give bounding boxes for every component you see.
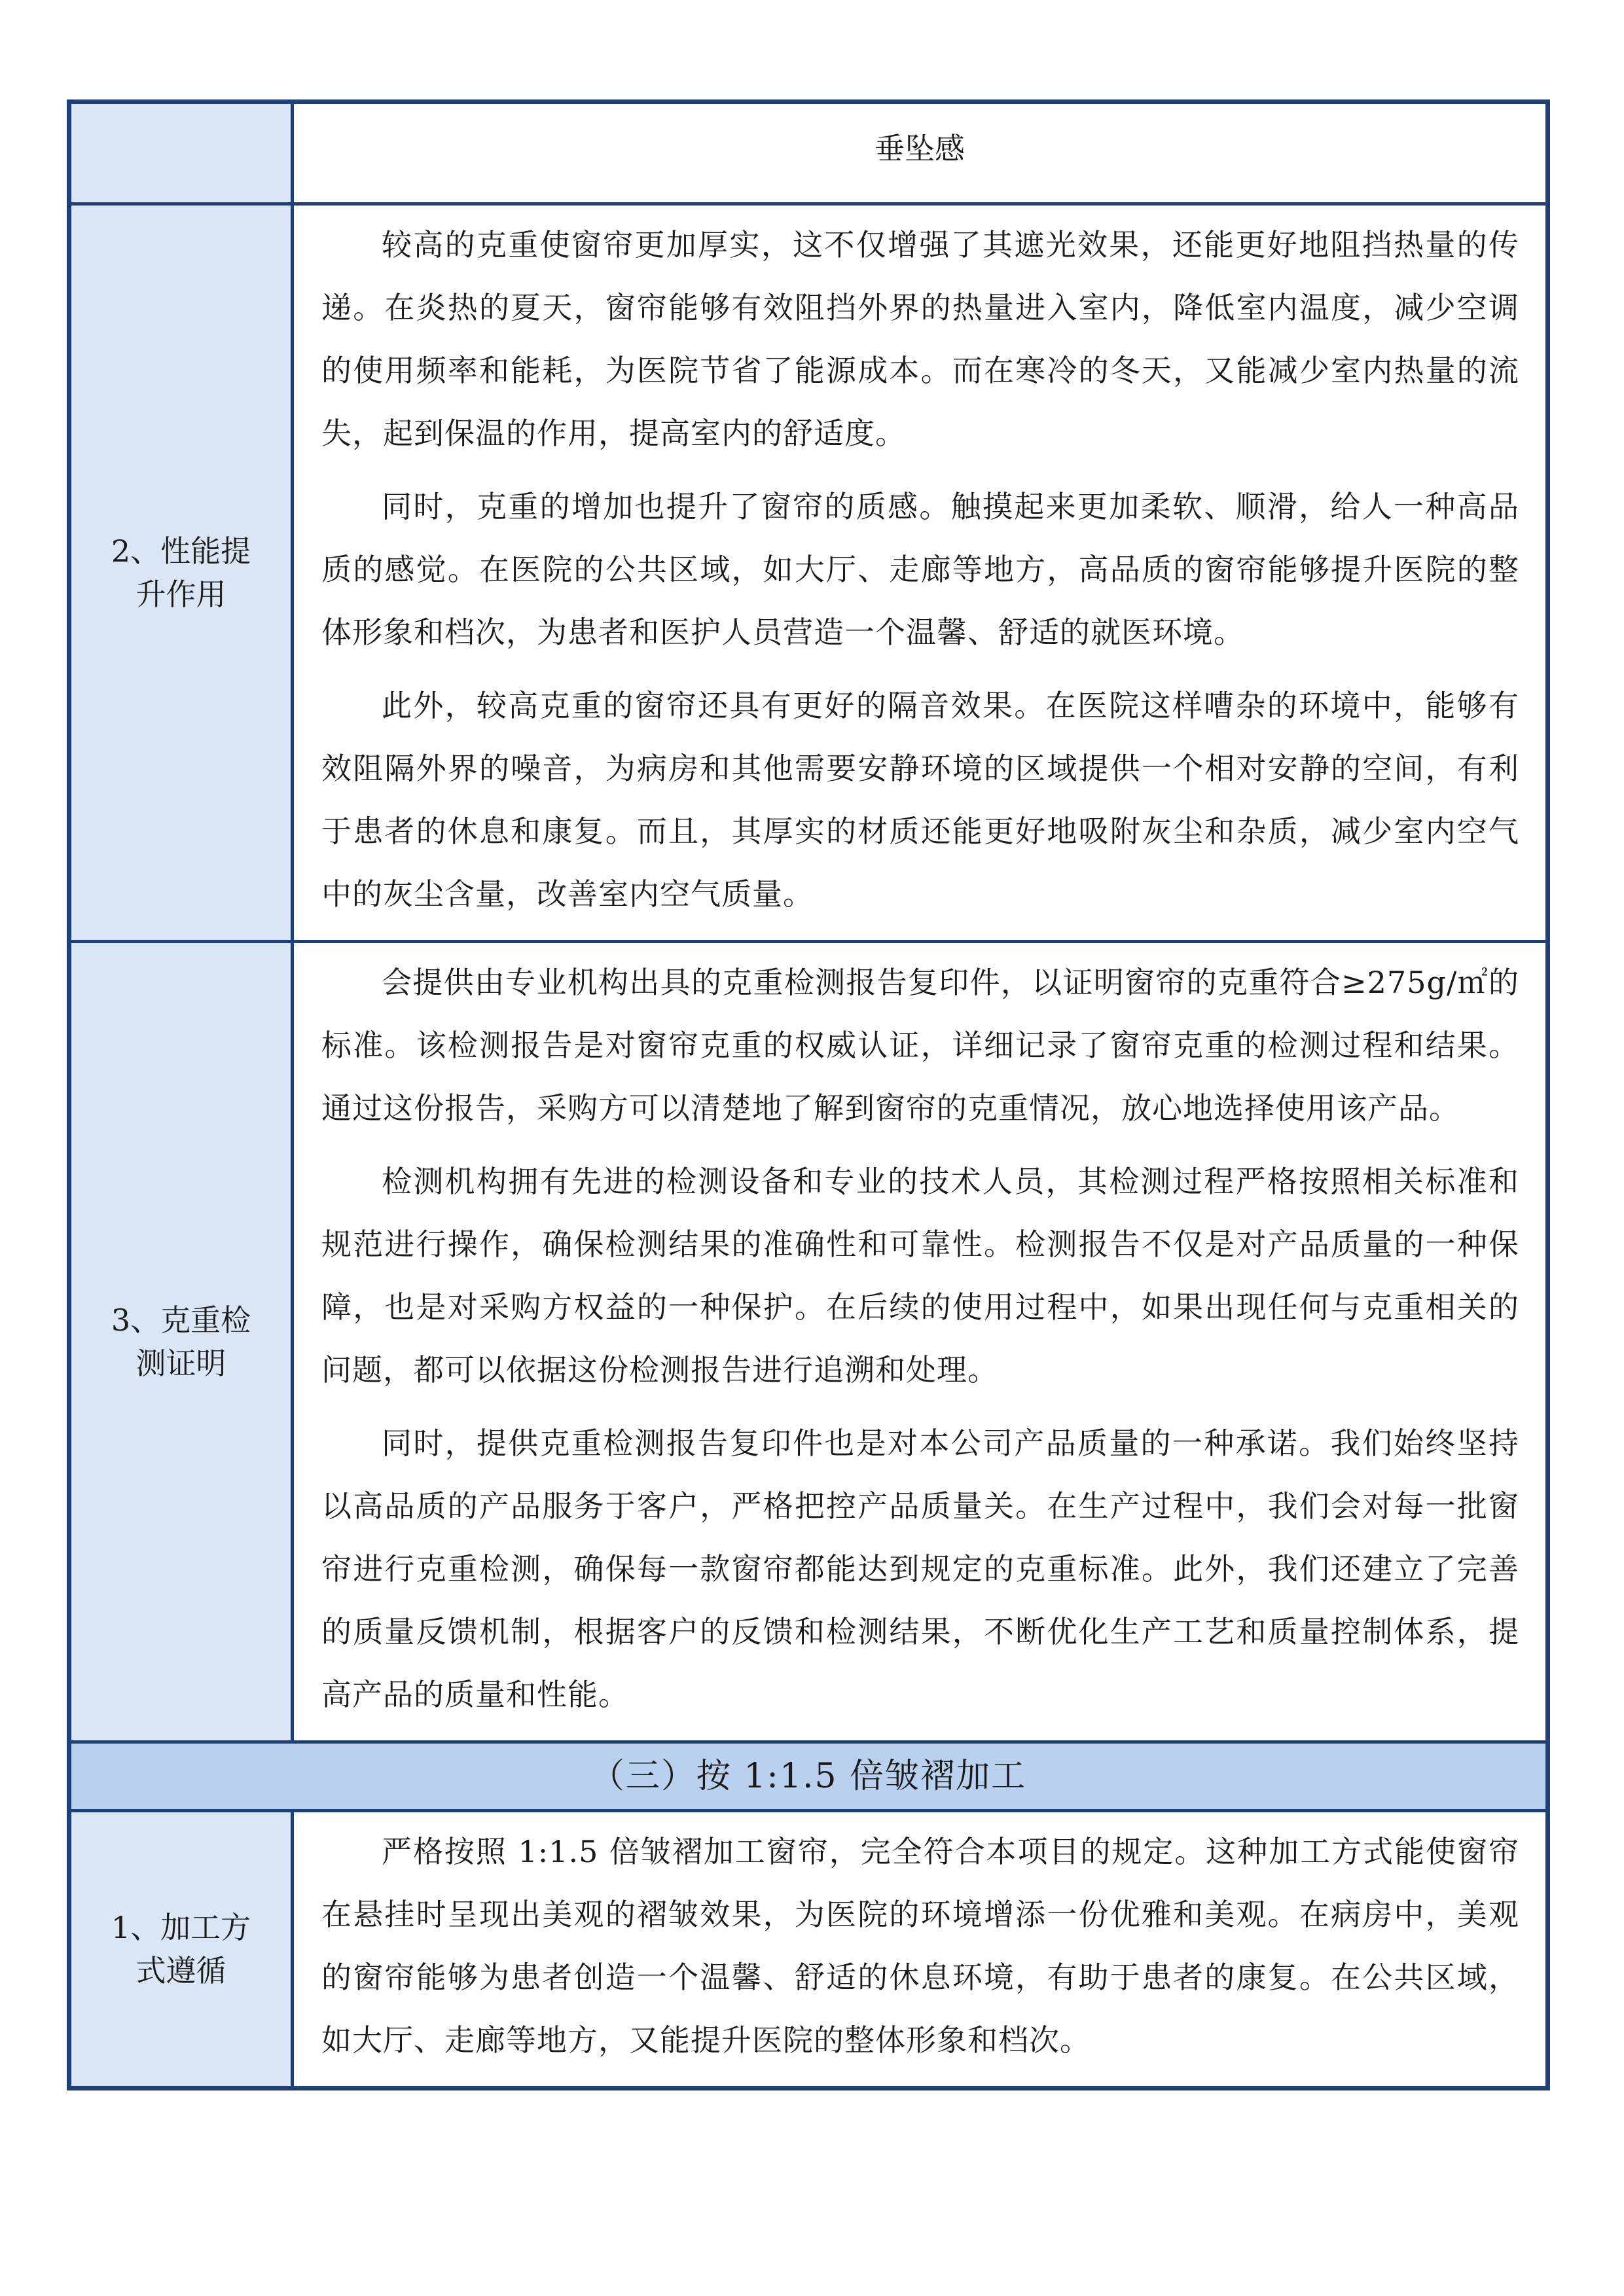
section-title: （三）按 1:1.5 倍皱褶加工 [71, 1744, 1545, 1809]
table-row-certificate [71, 940, 1545, 1740]
table-row-processing [71, 1809, 1545, 2086]
paragraph: 此外，较高克重的窗帘还具有更好的隔音效果。在医院这样嘈杂的环境中，能够有效阻隔外界的噪音，为病房和其他需要安静环境的区域提供一个相对安静的空间，有利于患者的休息和康复。而且，其厚实的材质还能更好地吸附灰尘和杂质，减少室内空气中的灰尘含量，改善室内空气质量。 [321, 688, 1519, 912]
row-content [294, 206, 1545, 940]
table-row-section-header [71, 1740, 1545, 1809]
row-label: 2、性能提升作用 [71, 206, 294, 940]
paragraph: 检测机构拥有先进的检测设备和专业的技术人员，其检测过程严格按照相关标准和规范进行操作，确保检测结果的准确性和可靠性。检测报告不仅是对产品质量的一种保障，也是对采购方权益的一种保护。在后续的使用过程中，如果出现任何与克重相关的问题，都可以依据这份检测报告进行追溯和处理。 [321, 1164, 1519, 1388]
row-content [294, 104, 1545, 202]
spec-table [67, 99, 1550, 2090]
paragraph: 较高的克重使窗帘更加厚实，这不仅增强了其遮光效果，还能更好地阻挡热量的传递。在炎热的夏天，窗帘能够有效阻挡外界的热量进入室内，降低室内温度，减少空调的使用频率和能耗，为医院节省了能源成本。而在寒冷的冬天，又能减少室内热量的流失，起到保温的作用，提高室内的舒适度。 [321, 227, 1519, 451]
paragraph: 同时，克重的增加也提升了窗帘的质感。触摸起来更加柔软、顺滑，给人一种高品质的感觉。在医院的公共区域，如大厅、走廊等地方，高品质的窗帘能够提升医院的整体形象和档次，为患者和医护人员营造一个温馨、舒适的就医环境。 [321, 489, 1519, 650]
row-label: 3、克重检测证明 [71, 943, 294, 1740]
table-row-performance [71, 202, 1545, 940]
paragraph: 会提供由专业机构出具的克重检测报告复印件，以证明窗帘的克重符合≥275g/㎡的标准。该检测报告是对窗帘克重的权威认证，详细记录了窗帘克重的检测过程和结果。通过这份报告，采购方可以清楚地了解到窗帘的克重情况，放心地选择使用该产品。 [321, 965, 1519, 1126]
table-row-top [71, 104, 1545, 202]
row-content [294, 1812, 1545, 2086]
row-label-empty [71, 104, 294, 202]
row-top-text: 垂坠感 [875, 131, 965, 166]
row-label: 1、加工方式遵循 [71, 1812, 294, 2086]
paragraph: 严格按照 1:1.5 倍皱褶加工窗帘，完全符合本项目的规定。这种加工方式能使窗帘在悬挂时呈现出美观的褶皱效果，为医院的环境增添一份优雅和美观。在病房中，美观的窗帘能够为患者创造一个温馨、舒适的休息环境，有助于患者的康复。在公共区域，如大厅、走廊等地方，又能提升医院的整体形象和档次。 [321, 1834, 1519, 2058]
paragraph: 同时，提供克重检测报告复印件也是对本公司产品质量的一种承诺。我们始终坚持以高品质的产品服务于客户，严格把控产品质量关。在生产过程中，我们会对每一批窗帘进行克重检测，确保每一款窗帘都能达到规定的克重标准。此外，我们还建立了完善的质量反馈机制，根据客户的反馈和检测结果，不断优化生产工艺和质量控制体系，提高产品的质量和性能。 [321, 1426, 1519, 1712]
row-content [294, 943, 1545, 1740]
